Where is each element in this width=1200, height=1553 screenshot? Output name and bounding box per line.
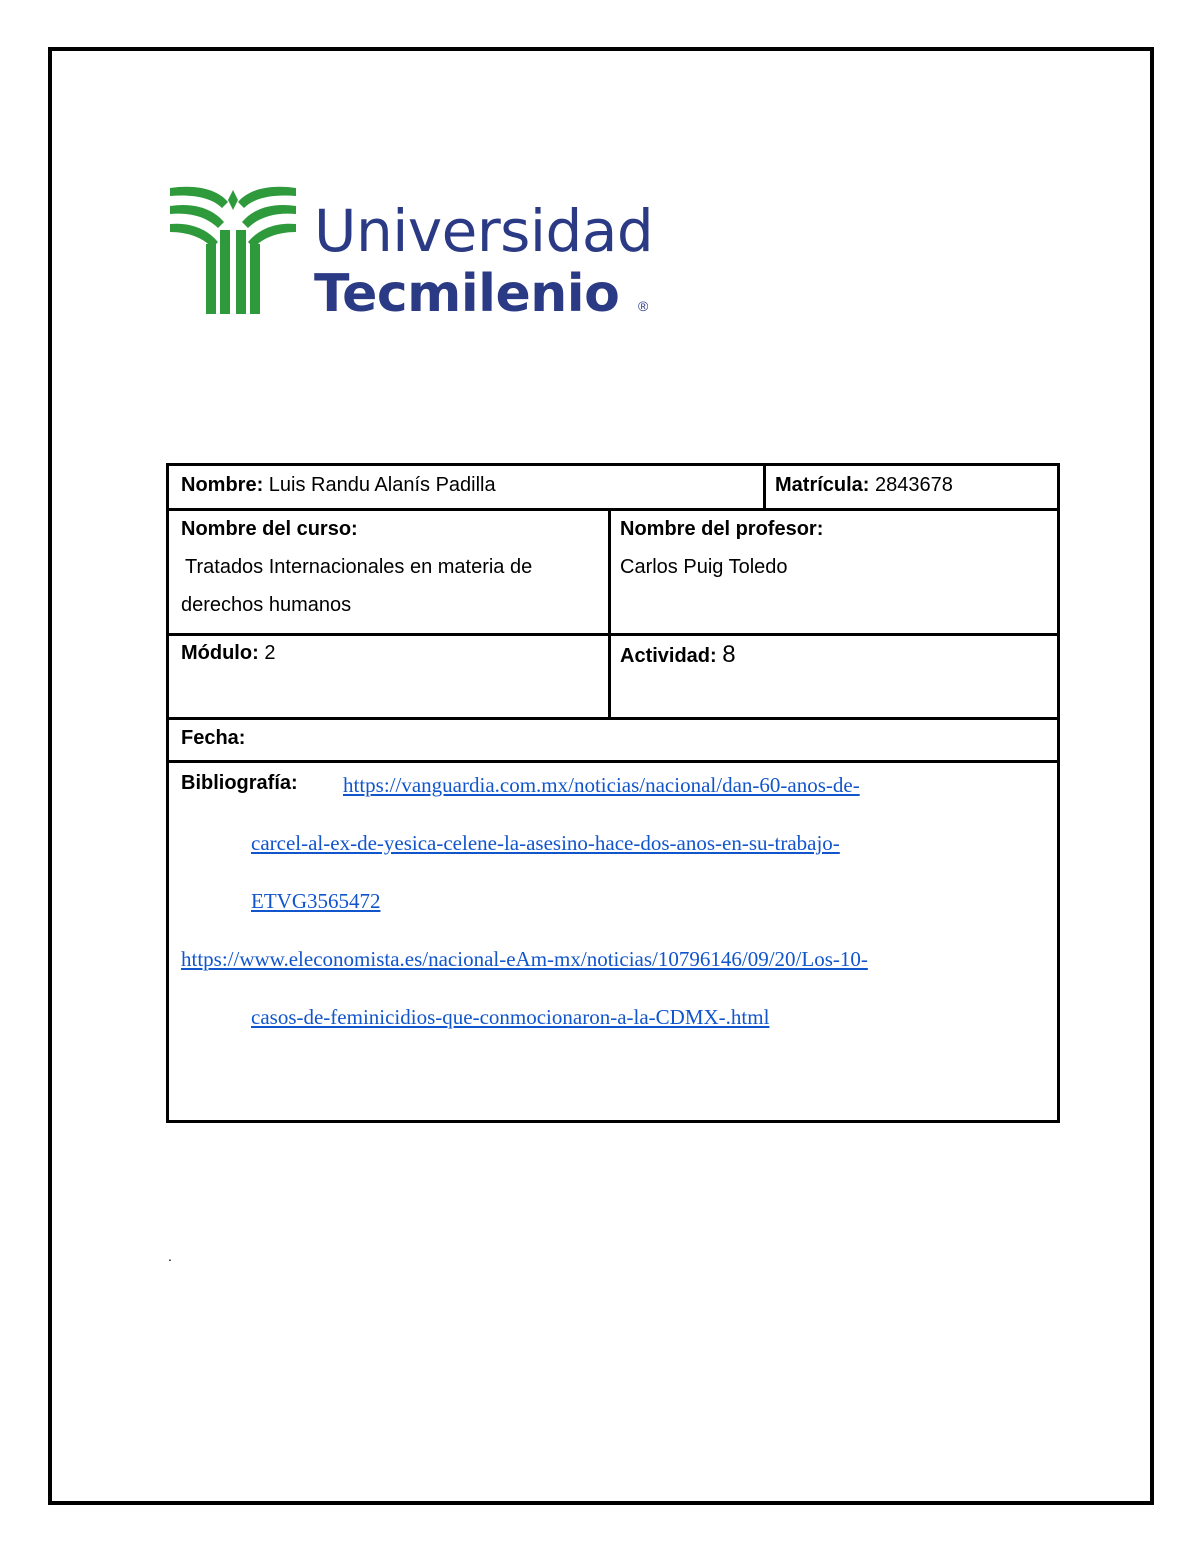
footer-mark: . — [168, 1248, 172, 1264]
actividad-cell — [620, 636, 736, 675]
nombre-cell — [181, 466, 496, 504]
curso-cell — [181, 510, 532, 624]
table-divider — [169, 760, 1057, 763]
logo-text-universidad: Universidad — [314, 197, 654, 265]
modulo-label: Módulo: — [181, 642, 259, 664]
link-eleconomista-line1[interactable]: https://www.eleconomista.es/nacional-eAm-mx/noticias/10796146/09/20/Los-10- — [181, 947, 868, 971]
profesor-value: Carlos Puig Toledo — [620, 556, 788, 578]
actividad-label: Actividad: — [620, 645, 717, 667]
table-divider — [763, 466, 766, 510]
matricula-cell — [775, 466, 953, 504]
matricula-label: Matrícula: — [775, 474, 870, 496]
table-divider — [608, 510, 611, 719]
table-divider — [169, 717, 1057, 720]
link-vanguardia-line3[interactable]: ETVG3565472 — [251, 889, 381, 913]
curso-value-line2: derechos humanos — [181, 594, 352, 616]
link-vanguardia-line2[interactable]: carcel-al-ex-de-yesica-celene-la-asesino-hace-dos-anos-en-su-trabajo- — [251, 831, 840, 855]
fecha-cell — [181, 719, 245, 757]
tecmilenio-emblem-icon — [168, 180, 308, 320]
modulo-cell — [181, 634, 275, 672]
curso-value-line1: Tratados Internacionales en materia de — [185, 556, 533, 578]
link-eleconomista-line2[interactable]: casos-de-feminicidios-que-conmocionaron-a-la-CDMX-.html — [251, 1005, 770, 1029]
fecha-label: Fecha: — [181, 727, 246, 749]
bibliografia-cell — [181, 764, 1051, 1114]
profesor-cell — [620, 510, 823, 586]
nombre-label: Nombre: — [181, 474, 264, 496]
student-info-table — [166, 463, 1060, 1123]
actividad-value: 8 — [722, 641, 736, 668]
table-divider — [169, 633, 1057, 636]
matricula-value: 2843678 — [875, 474, 953, 496]
logo-registered-mark: ® — [638, 298, 649, 314]
curso-label: Nombre del curso: — [181, 518, 358, 540]
university-logo — [168, 180, 668, 324]
bibliografia-label: Bibliografía: — [181, 772, 298, 794]
logo-text-tecmilenio: Tecmilenio — [314, 264, 620, 324]
link-vanguardia-line1[interactable]: https://vanguardia.com.mx/noticias/nacional/dan-60-anos-de- — [343, 773, 860, 797]
profesor-label: Nombre del profesor: — [620, 518, 824, 540]
modulo-value: 2 — [264, 642, 276, 664]
nombre-value: Luis Randu Alanís Padilla — [268, 474, 496, 496]
